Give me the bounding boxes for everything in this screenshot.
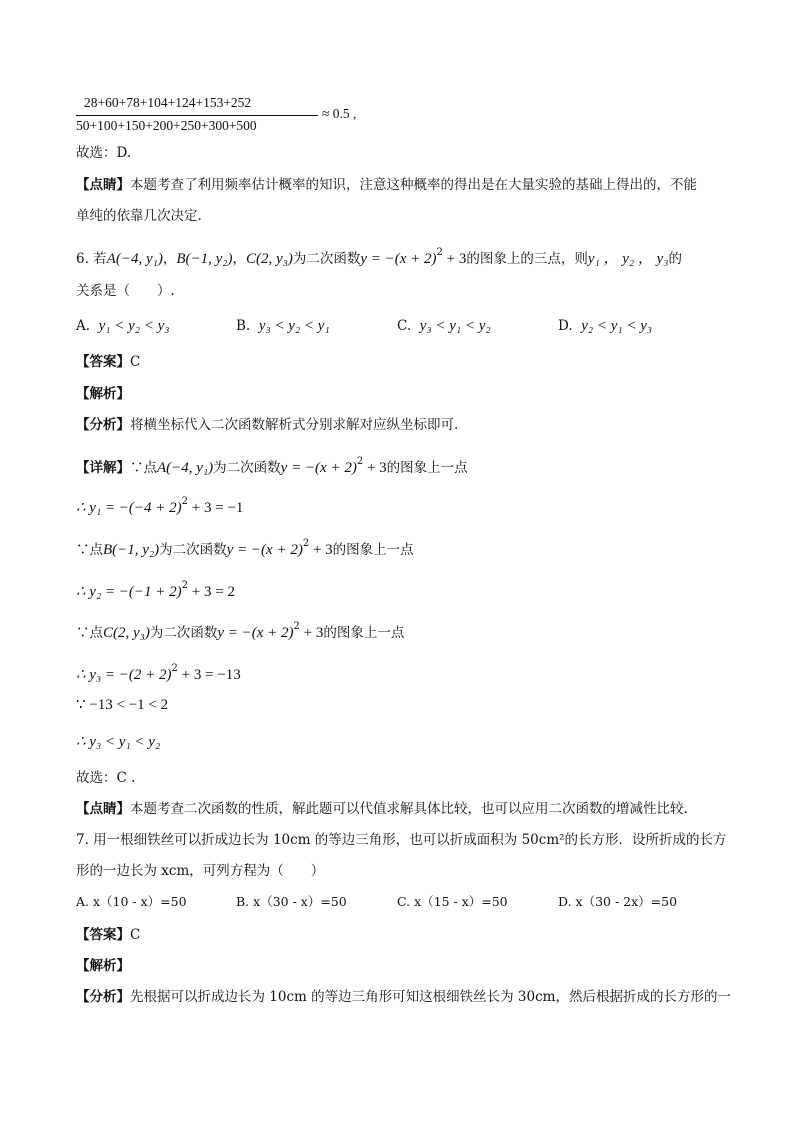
q7-option-a: A. x（10 - x）=50 [76,894,187,909]
q6-detail-5: ∵点C(2, y₃)为二次函数$y = -(x + 2)^2 + 3$的图象上一点 [76,621,405,641]
q6-fenxi: 【分析】将横坐标代入二次函数解析式分别求解对应纵坐标即可. [76,417,459,433]
q6-comment: 【点睛】本题考查二次函数的性质，解此题可以代值求解具体比较，也可以应用二次函数的增减性比较. [76,801,688,817]
q6-stem-line2: 关系是（ ）. [76,283,175,299]
q5-comment-line1: 【点睛】本题考查了利用频率估计概率的知识，注意这种概率的得出是在大量实验的基础上得出的，不能 [76,177,697,193]
q7-answer: 【答案】C [76,927,141,943]
q6-detail-8: ∴ y₃ < y₁ < y₂ [76,734,161,750]
q6-detail-2: ∴ $y_1 = -(-4 + 2)^2 + 3 = -1$ [76,496,244,516]
q7-analysis-tag: 【解析】 [76,958,130,974]
fraction-approx: ≈ 0.5 , [322,106,357,121]
q5-choice: 故选：D. [76,145,132,161]
q6-detail-1: 【详解】∵点A(−4, y₁)为二次函数$y = -(x + 2)^2 + 3$的图象上一点 [76,456,468,476]
fraction-denominator: 50+100+150+200+250+300+500 [76,118,257,133]
q6-analysis-tag: 【解析】 [76,386,130,402]
comment-tag: 【点睛】 [76,177,130,193]
q6-stem-line1: 6. 若A(−4, y₁)，B(−1, y₂)，C(2, y₃)为二次函数$y = -(x + 2)^2 + 3$的图象上的三点，则y₁ ， y₂ ， y₃的 [76,247,682,267]
q6-option-b: B. y₃ < y₂ < y₁ [236,318,330,334]
q7-option-d: D. x（30 - 2x）=50 [558,894,678,909]
q5-comment-line2: 单纯的依靠几次决定. [76,208,202,224]
q6-option-c: C. y₃ < y₁ < y₂ [397,318,491,334]
q7-option-c: C. x（15 - x）=50 [397,894,508,909]
q7-stem-line1: 7. 用一根细铁丝可以折成边长为 10cm 的等边三角形，也可以折成面积为 50cm²的长方形．设所折成的长方 [76,832,727,848]
q6-detail-7: ∵ −13 < −1 < 2 [76,697,169,713]
q6-detail-6: ∴ $y_3 = -(2 + 2)^2 + 3 = -13$ [76,663,241,683]
q7-option-b: B. x（30 - x）=50 [236,894,347,909]
q7-fenxi: 【分析】先根据可以折成边长为 10cm 的等边三角形可知这根细铁丝长为 30cm，然后根据折成的长方形的一 [76,989,731,1005]
q6-choice: 故选：C . [76,770,136,786]
q6-option-d: D. y₂ < y₁ < y₃ [558,318,653,334]
q6-answer: 【答案】C [76,354,141,370]
q7-stem-line2: 形的一边长为 xcm，可列方程为（ ） [76,863,325,879]
fraction-numerator: 28+60+78+104+124+153+252 [84,95,252,110]
q6-detail-4: ∴ $y_2 = -(-1 + 2)^2 + 3 = 2$ [76,580,235,600]
fraction-bar [76,115,318,116]
q6-detail-3: ∵点B(−1, y₂)为二次函数$y = -(x + 2)^2 + 3$的图象上一点 [76,538,414,558]
q6-option-a: A. y₁ < y₂ < y₃ [76,318,170,334]
